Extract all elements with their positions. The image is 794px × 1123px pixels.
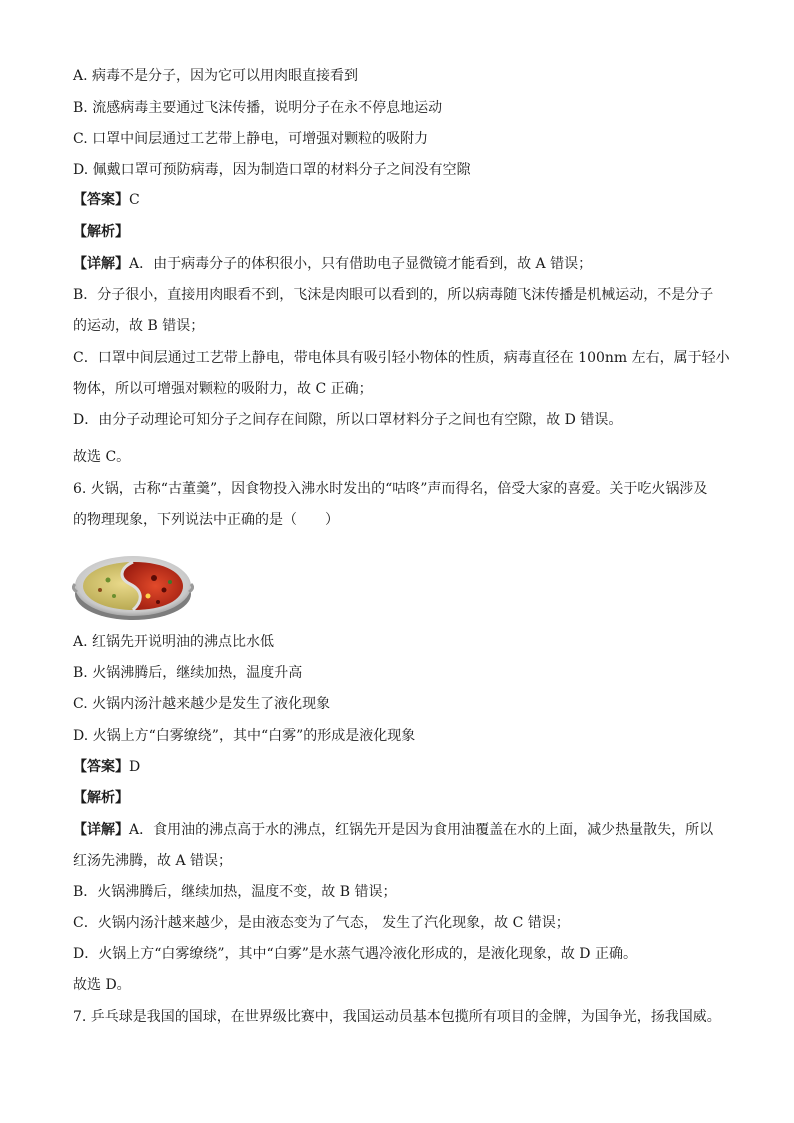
q5-option-d: D. 佩戴口罩可预防病毒，因为制造口罩的材料分子之间没有空隙	[73, 162, 471, 178]
q6-detail-line: B．火锅沸腾后，继续加热，温度不变，故 B 错误；	[73, 884, 397, 900]
q6-detail-line: 红汤先沸腾，故 A 错误；	[73, 853, 233, 869]
q5-detail-line: B．分子很小，直接用肉眼看不到，飞沫是肉眼可以看到的，所以病毒随飞沫传播是机械运动，不是分子	[73, 287, 714, 303]
q5-detail-line	[73, 254, 733, 274]
q6-detail-line: C．火锅内汤汁越来越少，是由液态变为了气态， 发生了汽化现象，故 C 错误；	[73, 915, 570, 931]
q5-option-b: B. 流感病毒主要通过飞沫传播，说明分子在永不停息地运动	[73, 100, 443, 116]
q5-detail-line: 物体，所以可增强对颗粒的吸附力，故 C 正确；	[73, 381, 373, 397]
q6-answer-value: D	[129, 759, 141, 775]
q6-option-d: D. 火锅上方“白雾缭绕”，其中“白雾”的形成是液化现象	[73, 728, 416, 744]
q6-option-c: C. 火锅内汤汁越来越少是发生了液化现象	[73, 696, 331, 712]
q6-option-a: A. 红锅先开说明油的沸点比水低	[73, 634, 275, 650]
q6-detail-line: D．火锅上方“白雾缭绕”，其中“白雾”是水蒸气遇冷液化形成的，是液化现象，故 D 正确。	[73, 946, 637, 962]
q6-answer	[73, 757, 733, 777]
q5-detail-line: C．口罩中间层通过工艺带上静电，带电体具有吸引轻小物体的性质，病毒直径在 100nm 左右，属于轻小	[73, 350, 730, 366]
q5-option-c: C. 口罩中间层通过工艺带上静电，可增强对颗粒的吸附力	[73, 131, 429, 147]
q5-analysis-tag: 【解析】	[73, 224, 129, 240]
q6-detail-line	[73, 820, 733, 840]
q5-detail-line: D．由分子动理论可知分子之间存在间隙，所以口罩材料分子之间也有空隙，故 D 错误。	[73, 412, 623, 428]
q5-answer-value: C	[129, 192, 140, 208]
q6-answer-tag: 【答案】	[73, 759, 129, 775]
q6-option-b: B. 火锅沸腾后，继续加热，温度升高	[73, 665, 303, 681]
q6-detail-tag: 【详解】	[73, 822, 129, 838]
q5-detail-text: A．由于病毒分子的体积很小，只有借助电子显微镜才能看到，故 A 错误；	[129, 256, 593, 272]
q6-analysis-tag: 【解析】	[73, 790, 129, 806]
q5-detail-tag: 【详解】	[73, 256, 129, 272]
q6-detail-text: A．食用油的沸点高于水的沸点，红锅先开是因为食用油覆盖在水的上面，减少热量散失，所以	[129, 822, 714, 838]
q6-conclusion: 故选 D。	[73, 977, 131, 993]
q5-answer-tag: 【答案】	[73, 192, 129, 208]
q5-answer	[73, 190, 733, 210]
q5-option-a: A. 病毒不是分子，因为它可以用肉眼直接看到	[73, 68, 359, 84]
q6-stem: 的物理现象，下列说法中正确的是（ ）	[73, 512, 339, 528]
q5-conclusion: 故选 C。	[73, 449, 131, 465]
q6-stem: 6. 火锅，古称“古董羹”，因食物投入沸水时发出的“咕咚”声而得名，倍受大家的喜爱。关于吃火锅涉及	[73, 481, 708, 497]
q7-stem: 7. 乒乓球是我国的国球，在世界级比赛中，我国运动员基本包揽所有项目的金牌，为国争光，扬我国威。	[73, 1009, 721, 1025]
hotpot-image	[72, 544, 194, 622]
q5-detail-line: 的运动，故 B 错误；	[73, 318, 205, 334]
